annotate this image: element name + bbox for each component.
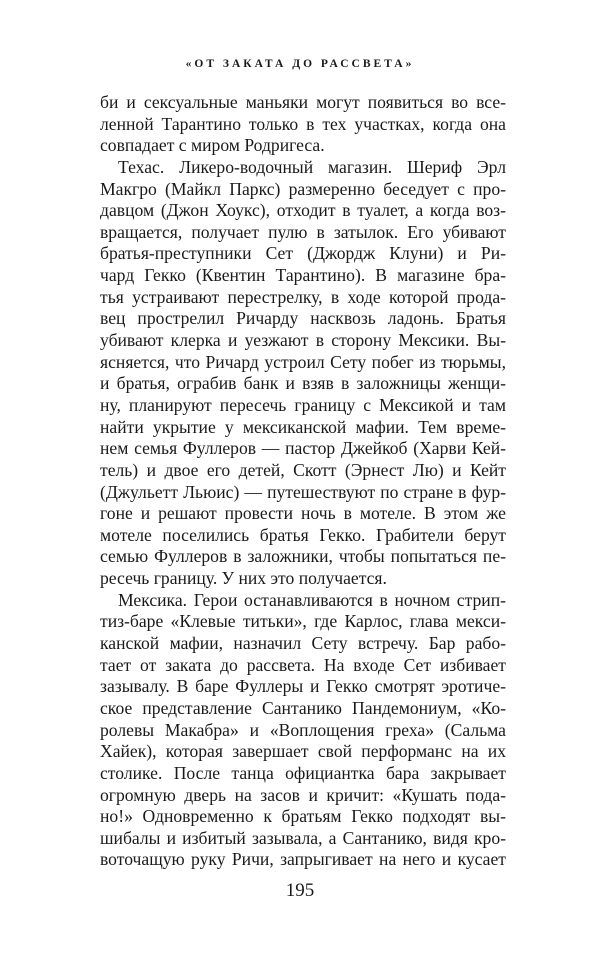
text-line: ясняется, что Ричард устроил Сету побег из тюрьмы, [100,351,506,372]
text-line: ролевы Макабра» и «Воплощения греха» (Сальма [100,719,506,740]
text-line: Мексика. Герои останавливаются в ночном стрип- [118,589,506,610]
text-line: чард Гекко (Квентин Тарантино). В магазине бра- [100,265,506,286]
text-line: воточащую руку Ричи, запрыгивает на него и кусает [100,849,506,870]
text-line: и братья, ограбив банк и взяв в заложницы женщи- [100,373,506,394]
text-line: столике. После танца официантка бара закрывает [100,762,506,783]
text-line: Техас. Ликеро-водочный магазин. Шериф Эрл [118,156,506,177]
text-line: би и сексуальные маньяки могут появиться во все- [100,92,506,112]
text-line: ленной Тарантино только в тех участках, когда она [100,113,506,134]
text-line: совпадает с миром Родригеса. [100,135,325,156]
text-line: тиз-баре «Клевые титьки», где Карлос, глава мекси- [100,611,506,632]
text-line: шибалы и избитый зазывала, а Сантанико, видя кро- [100,827,506,848]
text-line: давцом (Джон Хоукс), отходит в туалет, а когда воз- [100,200,506,221]
text-line: огромную дверь на засов и кричит: «Кушать пода- [100,784,506,805]
text-line: вращается, получает пулю в затылок. Его убивают [100,221,506,242]
text-line: мотеле поселились братья Гекко. Грабители берут [100,524,506,545]
text-line: ну, планируют пересечь границу с Мексикой и там [100,394,506,415]
text-line: тья устраивают перестрелку, в ходе которой прода- [100,286,506,307]
text-line: канской мафии, назначил Сету встречу. Бар рабо- [100,633,506,654]
running-header: «ОТ ЗАКАТА ДО РАССВЕТА» [185,58,415,70]
text-line: братья-преступники Сет (Джордж Клуни) и Ри- [100,243,506,264]
text-line: гоне и решают провести ночь в мотеле. В этом же [100,503,506,524]
text-line: найти укрытие у мексиканской мафии. Тем време- [100,416,506,437]
text-line: вец прострелил Ричарду насквозь ладонь. Братья [100,308,506,329]
text-line: нем семья Фуллеров — пастор Джейкоб (Харви Кей- [100,438,506,459]
page-number: 195 [285,880,315,901]
text-line: Макгро (Майкл Паркс) размеренно беседует с про- [100,178,506,199]
text-line: тель) и двое его детей, Скотт (Эрнест Лю) и Кейт [100,459,506,480]
text-line: но!» Одновременно к братьям Гекко подходят вы- [100,806,506,827]
text-line: ресечь границу. У них это получается. [100,568,387,589]
text-line: зазывалу. В баре Фуллеры и Гекко смотрят эротиче- [100,676,506,697]
text-line: (Джульетт Льюис) — путешествуют по стране в фур- [100,481,506,502]
text-line: Хайек), которая завершает свой перформанс на их [100,741,506,762]
body-text [100,92,506,871]
text-line: ское представление Сантанико Пандемониум, «Ко- [100,697,506,718]
text-line: семью Фуллеров в заложники, чтобы попытаться пе- [100,546,506,567]
text-line: убивают клерка и уезжают в сторону Мексики. Вы- [100,330,506,351]
text-line: тает от заката до рассвета. На входе Сет избивает [100,654,506,675]
